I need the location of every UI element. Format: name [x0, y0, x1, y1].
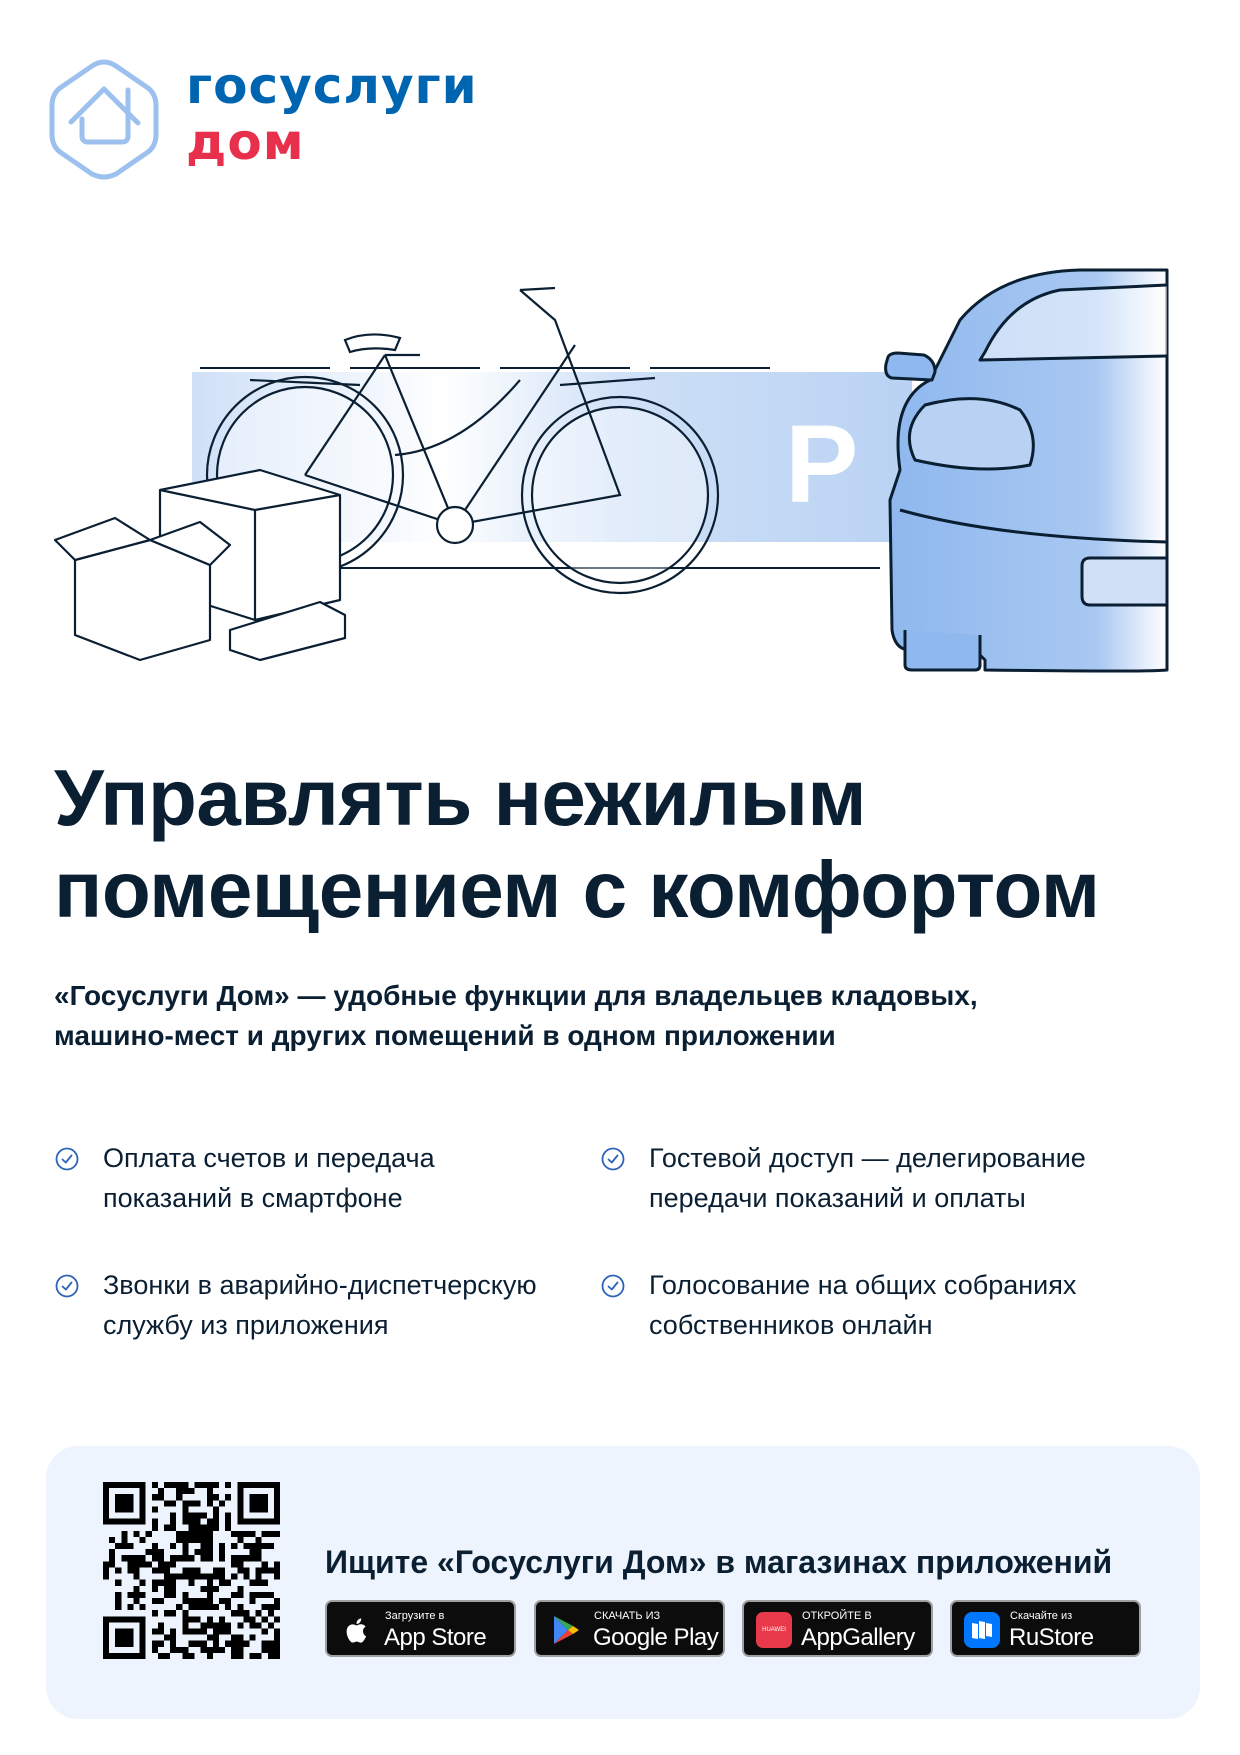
feature-text-line-2: показаний в смартфоне	[103, 1183, 403, 1213]
page-title-line-2: помещением с комфортом	[54, 845, 1100, 934]
rustore-icon	[964, 1612, 1000, 1648]
feature-text-line-2: передачи показаний и оплаты	[649, 1183, 1026, 1213]
feature-text-line-1: Звонки в аварийно-диспетчерскую	[103, 1270, 537, 1300]
page-title-line-1: Управлять нежилым	[54, 753, 867, 842]
app-store-badge[interactable]	[325, 1600, 516, 1657]
stores-heading: Ищите «Госуслуги Дом» в магазинах приложений	[325, 1544, 1113, 1580]
feature-item	[55, 1265, 575, 1345]
badge-small-text: СКАЧАТЬ ИЗ	[594, 1610, 661, 1622]
huawei-icon: HUAWEI	[756, 1612, 792, 1648]
feature-text-line-2: собственников онлайн	[649, 1310, 933, 1340]
logo-text-gosuslugi: госуслуги	[186, 57, 478, 115]
google-play-badge[interactable]	[534, 1600, 725, 1657]
feature-text-line-2: службу из приложения	[103, 1310, 389, 1340]
house-logo-icon	[44, 56, 164, 181]
subtitle-line-2: машино-мест и других помещений в одном приложении	[54, 1020, 836, 1051]
subtitle	[54, 976, 978, 1056]
badge-store-name: RuStore	[1009, 1624, 1094, 1651]
feature-text-line-1: Гостевой доступ — делегирование	[649, 1143, 1086, 1173]
appgallery-badge[interactable]	[742, 1600, 933, 1657]
feature-item	[601, 1138, 1121, 1218]
car	[886, 270, 1167, 671]
check-circle-icon	[601, 1147, 625, 1171]
apple-icon	[339, 1612, 375, 1648]
parking-illustration	[0, 260, 1240, 680]
check-circle-icon	[55, 1274, 79, 1298]
logo-text-dom: дом	[186, 113, 305, 171]
parking-sign: P	[785, 403, 859, 526]
badge-small-text: Скачайте из	[1010, 1610, 1073, 1622]
feature-item	[55, 1138, 575, 1218]
badge-store-name: Google Play	[593, 1624, 719, 1651]
page-title	[54, 752, 1100, 936]
feature-text-line-1: Голосование на общих собраниях	[649, 1270, 1077, 1300]
badge-small-text: ОТКРОЙТЕ В	[802, 1610, 872, 1622]
badge-store-name: App Store	[384, 1624, 487, 1651]
badge-small-text: Загрузите в	[385, 1610, 445, 1622]
boxes	[55, 470, 345, 660]
check-circle-icon	[601, 1274, 625, 1298]
qr-code[interactable]	[103, 1482, 280, 1659]
feature-item	[601, 1265, 1121, 1345]
subtitle-line-1: «Госуслуги Дом» — удобные функции для владельцев кладовых,	[54, 980, 978, 1011]
google-play-icon	[548, 1612, 584, 1648]
check-circle-icon	[55, 1147, 79, 1171]
feature-text-line-1: Оплата счетов и передача	[103, 1143, 435, 1173]
badge-store-name: AppGallery	[801, 1624, 915, 1651]
rustore-badge[interactable]	[950, 1600, 1141, 1657]
